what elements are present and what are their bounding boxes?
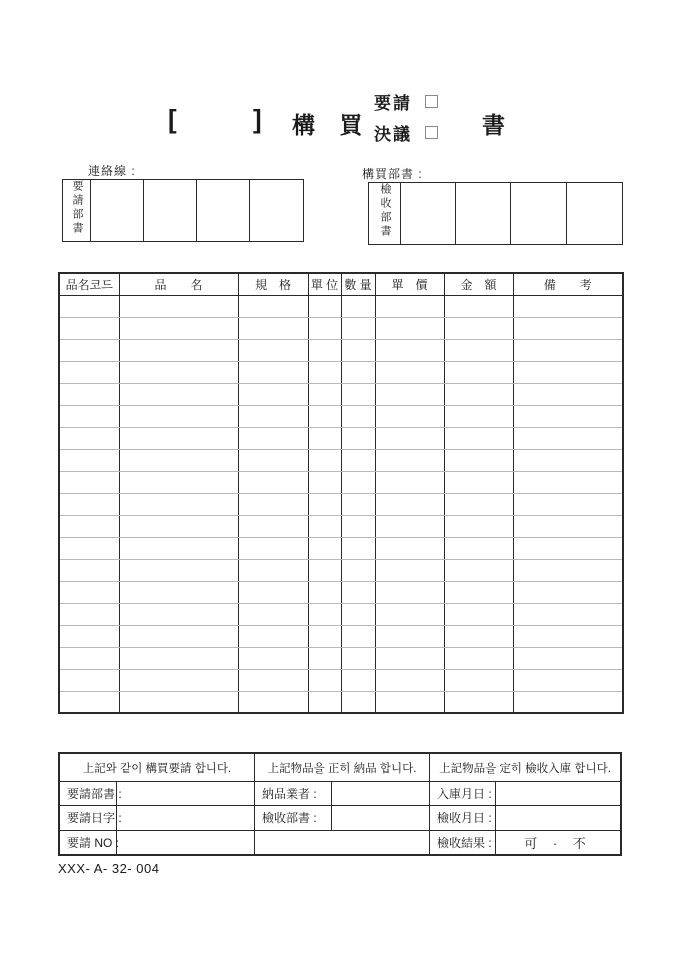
- doc-number: XXX- A- 32- 004: [58, 861, 160, 876]
- item-cell[interactable]: [513, 581, 623, 603]
- item-cell[interactable]: [513, 383, 623, 405]
- item-cell[interactable]: [238, 515, 308, 537]
- request-approval-row-label-cell: [63, 180, 91, 242]
- item-cell[interactable]: [238, 603, 308, 625]
- item-cell[interactable]: [59, 339, 119, 361]
- item-cell[interactable]: [375, 361, 444, 383]
- title-suffix-text: 書: [482, 112, 505, 138]
- item-cell[interactable]: [238, 339, 308, 361]
- column-header: 規 格: [238, 273, 308, 295]
- item-cell[interactable]: [238, 625, 308, 647]
- item-cell[interactable]: [238, 669, 308, 691]
- inspection-result-field-label: 檢收結果 :: [430, 831, 496, 854]
- footer-row: [255, 830, 429, 854]
- item-cell[interactable]: [375, 493, 444, 515]
- item-row: [59, 537, 623, 559]
- item-cell[interactable]: [341, 471, 375, 493]
- empty-field-value[interactable]: [255, 831, 429, 854]
- item-cell[interactable]: [513, 317, 623, 339]
- item-cell[interactable]: [308, 361, 341, 383]
- item-cell[interactable]: [308, 405, 341, 427]
- item-cell[interactable]: [375, 317, 444, 339]
- item-cell[interactable]: [308, 603, 341, 625]
- form-title: [0, 90, 680, 160]
- item-cell[interactable]: [119, 405, 238, 427]
- item-cell[interactable]: [375, 383, 444, 405]
- item-cell[interactable]: [119, 449, 238, 471]
- item-cell[interactable]: [444, 427, 513, 449]
- item-cell[interactable]: [119, 339, 238, 361]
- item-cell[interactable]: [238, 383, 308, 405]
- item-cell[interactable]: [375, 471, 444, 493]
- item-cell[interactable]: [308, 493, 341, 515]
- item-cell[interactable]: [119, 493, 238, 515]
- table-row: [369, 183, 623, 245]
- signature-cell[interactable]: [511, 183, 567, 245]
- item-cell[interactable]: [59, 383, 119, 405]
- item-cell[interactable]: [119, 471, 238, 493]
- items-table-body: [59, 295, 623, 713]
- item-row: [59, 383, 623, 405]
- item-cell[interactable]: [308, 691, 341, 713]
- item-cell[interactable]: [59, 493, 119, 515]
- item-cell[interactable]: [341, 647, 375, 669]
- item-cell[interactable]: [308, 383, 341, 405]
- column-header: 數 量: [341, 273, 375, 295]
- item-cell[interactable]: [59, 581, 119, 603]
- item-cell[interactable]: [59, 295, 119, 317]
- items-table: [58, 272, 624, 714]
- item-cell[interactable]: [308, 339, 341, 361]
- item-cell[interactable]: [308, 581, 341, 603]
- item-cell[interactable]: [513, 405, 623, 427]
- item-row: [59, 317, 623, 339]
- item-cell[interactable]: [375, 295, 444, 317]
- item-cell[interactable]: [375, 625, 444, 647]
- item-cell[interactable]: [238, 427, 308, 449]
- item-cell[interactable]: [238, 537, 308, 559]
- item-cell[interactable]: [375, 427, 444, 449]
- item-cell[interactable]: [119, 317, 238, 339]
- item-cell[interactable]: [513, 339, 623, 361]
- item-cell[interactable]: [375, 449, 444, 471]
- item-cell[interactable]: [238, 449, 308, 471]
- signature-cell[interactable]: [456, 183, 511, 245]
- receipt-footer-panel: [429, 754, 620, 854]
- item-cell[interactable]: [444, 625, 513, 647]
- item-row: [59, 493, 623, 515]
- item-cell[interactable]: [119, 427, 238, 449]
- item-cell[interactable]: [238, 559, 308, 581]
- inspection-dept-field-value[interactable]: [332, 806, 429, 829]
- item-cell[interactable]: [119, 383, 238, 405]
- footer-row: [60, 781, 254, 805]
- inspection-result-field-value[interactable]: 可 · 不: [524, 835, 592, 851]
- inspection-date-field-label: 檢收月日 :: [430, 806, 496, 829]
- item-cell[interactable]: [238, 493, 308, 515]
- request-no-field-value[interactable]: [117, 831, 254, 854]
- item-cell[interactable]: [513, 295, 623, 317]
- request-footer-panel: [60, 754, 254, 854]
- title-main-text: 構 買: [292, 112, 372, 138]
- title-bracket-open: [: [168, 104, 177, 134]
- item-row: [59, 405, 623, 427]
- item-cell[interactable]: [59, 603, 119, 625]
- footer-row: [430, 805, 620, 829]
- item-cell[interactable]: [341, 669, 375, 691]
- item-cell[interactable]: [341, 515, 375, 537]
- item-cell[interactable]: [341, 317, 375, 339]
- request-approval-table: [62, 179, 304, 242]
- item-cell[interactable]: [444, 339, 513, 361]
- signature-cell[interactable]: [144, 180, 197, 242]
- item-cell[interactable]: [513, 537, 623, 559]
- item-cell[interactable]: [238, 405, 308, 427]
- item-row: [59, 339, 623, 361]
- item-cell[interactable]: [308, 515, 341, 537]
- item-cell[interactable]: [341, 493, 375, 515]
- item-cell[interactable]: [238, 361, 308, 383]
- item-cell[interactable]: [59, 515, 119, 537]
- item-cell[interactable]: [513, 559, 623, 581]
- item-cell[interactable]: [375, 515, 444, 537]
- option-decision-label: 決議: [374, 124, 412, 144]
- table-row: [63, 180, 304, 242]
- item-cell[interactable]: [341, 449, 375, 471]
- signature-cell[interactable]: [197, 180, 250, 242]
- item-cell[interactable]: [375, 647, 444, 669]
- item-cell[interactable]: [375, 559, 444, 581]
- item-cell[interactable]: [513, 691, 623, 713]
- item-cell[interactable]: [59, 317, 119, 339]
- column-header: 金 額: [444, 273, 513, 295]
- item-cell[interactable]: [444, 559, 513, 581]
- item-cell[interactable]: [59, 691, 119, 713]
- item-cell[interactable]: [444, 691, 513, 713]
- request-approval-row-label: 要請部書: [71, 180, 83, 236]
- item-cell[interactable]: [444, 603, 513, 625]
- footer-row: [255, 805, 429, 829]
- item-row: [59, 625, 623, 647]
- item-cell[interactable]: [59, 361, 119, 383]
- column-header: 品名코드: [59, 273, 119, 295]
- item-cell[interactable]: [444, 581, 513, 603]
- item-cell[interactable]: [59, 427, 119, 449]
- column-header: 品 名: [119, 273, 238, 295]
- inspection-approval-table: [368, 182, 623, 245]
- footer-row: [60, 805, 254, 829]
- item-cell[interactable]: [308, 537, 341, 559]
- signature-cell[interactable]: [91, 180, 144, 242]
- item-cell[interactable]: [119, 603, 238, 625]
- footer-section: [58, 752, 622, 856]
- item-cell[interactable]: [444, 405, 513, 427]
- item-cell[interactable]: [375, 603, 444, 625]
- item-cell[interactable]: [119, 515, 238, 537]
- request-dept-field-label: 要請部書 :: [60, 782, 117, 805]
- item-cell[interactable]: [513, 625, 623, 647]
- footer-row: [60, 830, 254, 854]
- item-cell[interactable]: [375, 669, 444, 691]
- inspection-approval-row-label: 檢收部書: [379, 183, 391, 239]
- footer-row: [255, 781, 429, 805]
- item-cell[interactable]: [444, 361, 513, 383]
- item-cell[interactable]: [444, 295, 513, 317]
- item-cell[interactable]: [119, 559, 238, 581]
- item-cell[interactable]: [308, 317, 341, 339]
- item-cell[interactable]: [375, 581, 444, 603]
- item-row: [59, 647, 623, 669]
- item-cell[interactable]: [238, 317, 308, 339]
- item-cell[interactable]: [308, 427, 341, 449]
- item-row: [59, 603, 623, 625]
- item-cell[interactable]: [513, 603, 623, 625]
- item-cell[interactable]: [375, 405, 444, 427]
- item-cell[interactable]: [513, 669, 623, 691]
- item-cell[interactable]: [513, 515, 623, 537]
- item-cell[interactable]: [341, 537, 375, 559]
- item-cell[interactable]: [119, 581, 238, 603]
- item-cell[interactable]: [513, 361, 623, 383]
- supplier-field-label: 納品業者 :: [255, 782, 332, 805]
- item-cell[interactable]: [513, 427, 623, 449]
- item-cell[interactable]: [308, 625, 341, 647]
- column-header: 單 價: [375, 273, 444, 295]
- item-cell[interactable]: [444, 493, 513, 515]
- item-row: [59, 581, 623, 603]
- item-cell[interactable]: [444, 647, 513, 669]
- item-row: [59, 691, 623, 713]
- item-cell[interactable]: [238, 295, 308, 317]
- item-cell[interactable]: [308, 295, 341, 317]
- item-cell[interactable]: [341, 691, 375, 713]
- title-option-group: [374, 90, 438, 143]
- request-checkbox[interactable]: [425, 95, 438, 108]
- inspection-dept-field-label: 檢收部書 :: [255, 806, 332, 829]
- item-cell[interactable]: [119, 295, 238, 317]
- item-cell[interactable]: [341, 295, 375, 317]
- item-cell[interactable]: [238, 647, 308, 669]
- item-cell[interactable]: [341, 625, 375, 647]
- item-cell[interactable]: [341, 427, 375, 449]
- warehouse-date-field-value[interactable]: [496, 782, 620, 805]
- footer-row: [430, 781, 620, 805]
- item-cell[interactable]: [513, 449, 623, 471]
- item-cell[interactable]: [341, 383, 375, 405]
- item-row: [59, 559, 623, 581]
- decision-checkbox[interactable]: [425, 126, 438, 139]
- item-cell[interactable]: [119, 669, 238, 691]
- item-row: [59, 669, 623, 691]
- item-cell[interactable]: [341, 581, 375, 603]
- item-cell[interactable]: [308, 449, 341, 471]
- signature-cell[interactable]: [401, 183, 456, 245]
- items-table-header-row: [59, 273, 623, 295]
- title-bracket-close: ]: [253, 104, 262, 134]
- item-cell[interactable]: [341, 361, 375, 383]
- option-request-label: 要請: [374, 93, 412, 113]
- item-cell[interactable]: [341, 559, 375, 581]
- item-cell[interactable]: [238, 691, 308, 713]
- delivery-footer-panel: [254, 754, 429, 854]
- delivery-footer-header: 上記物品을 正히 納品 합니다.: [267, 762, 417, 775]
- option-decision: [374, 121, 438, 143]
- option-request: [374, 90, 438, 112]
- contact-line-label: 連絡線 :: [88, 164, 136, 178]
- column-header: 備 考: [513, 273, 623, 295]
- item-cell[interactable]: [444, 537, 513, 559]
- item-cell[interactable]: [513, 647, 623, 669]
- item-cell[interactable]: [308, 559, 341, 581]
- item-cell[interactable]: [341, 339, 375, 361]
- item-cell[interactable]: [59, 559, 119, 581]
- request-dept-field-value[interactable]: [117, 782, 254, 805]
- item-cell[interactable]: [238, 581, 308, 603]
- item-cell[interactable]: [444, 515, 513, 537]
- item-cell[interactable]: [444, 449, 513, 471]
- item-cell[interactable]: [444, 383, 513, 405]
- warehouse-date-field-label: 入庫月日 :: [430, 782, 496, 805]
- item-cell[interactable]: [238, 471, 308, 493]
- item-cell[interactable]: [119, 691, 238, 713]
- item-cell[interactable]: [59, 669, 119, 691]
- item-cell[interactable]: [308, 647, 341, 669]
- request-date-field-value[interactable]: [117, 806, 254, 829]
- item-cell[interactable]: [444, 317, 513, 339]
- item-cell[interactable]: [513, 471, 623, 493]
- signature-cell[interactable]: [250, 180, 304, 242]
- item-cell[interactable]: [119, 647, 238, 669]
- inspection-date-field-value[interactable]: [496, 806, 620, 829]
- item-row: [59, 449, 623, 471]
- item-row: [59, 515, 623, 537]
- item-cell[interactable]: [375, 537, 444, 559]
- item-cell[interactable]: [59, 405, 119, 427]
- item-cell[interactable]: [59, 449, 119, 471]
- request-date-field-label: 要請日字 :: [60, 806, 117, 829]
- item-cell[interactable]: [375, 691, 444, 713]
- item-cell[interactable]: [513, 493, 623, 515]
- item-row: [59, 471, 623, 493]
- item-cell[interactable]: [308, 669, 341, 691]
- signature-cell[interactable]: [567, 183, 623, 245]
- inspection-approval-row-label-cell: [369, 183, 401, 245]
- item-row: [59, 361, 623, 383]
- item-cell[interactable]: [341, 603, 375, 625]
- item-cell[interactable]: [59, 647, 119, 669]
- item-cell[interactable]: [375, 339, 444, 361]
- receipt-footer-header: 上記物品을 定히 檢收入庫 합니다.: [439, 762, 611, 775]
- item-cell[interactable]: [341, 405, 375, 427]
- item-cell[interactable]: [119, 625, 238, 647]
- purchase-dept-label: 構買部書 :: [362, 167, 423, 181]
- item-cell[interactable]: [59, 471, 119, 493]
- item-cell[interactable]: [444, 669, 513, 691]
- item-cell[interactable]: [59, 537, 119, 559]
- item-cell[interactable]: [119, 537, 238, 559]
- item-cell[interactable]: [444, 471, 513, 493]
- supplier-field-value[interactable]: [332, 782, 429, 805]
- item-cell[interactable]: [119, 361, 238, 383]
- request-footer-header: 上記와 같이 構買要請 합니다.: [82, 762, 232, 775]
- request-no-field-label: 要請 NO :: [60, 831, 117, 854]
- column-header: 單 位: [308, 273, 341, 295]
- item-cell[interactable]: [59, 625, 119, 647]
- footer-row: [430, 830, 620, 854]
- item-row: [59, 295, 623, 317]
- item-row: [59, 427, 623, 449]
- item-cell[interactable]: [308, 471, 341, 493]
